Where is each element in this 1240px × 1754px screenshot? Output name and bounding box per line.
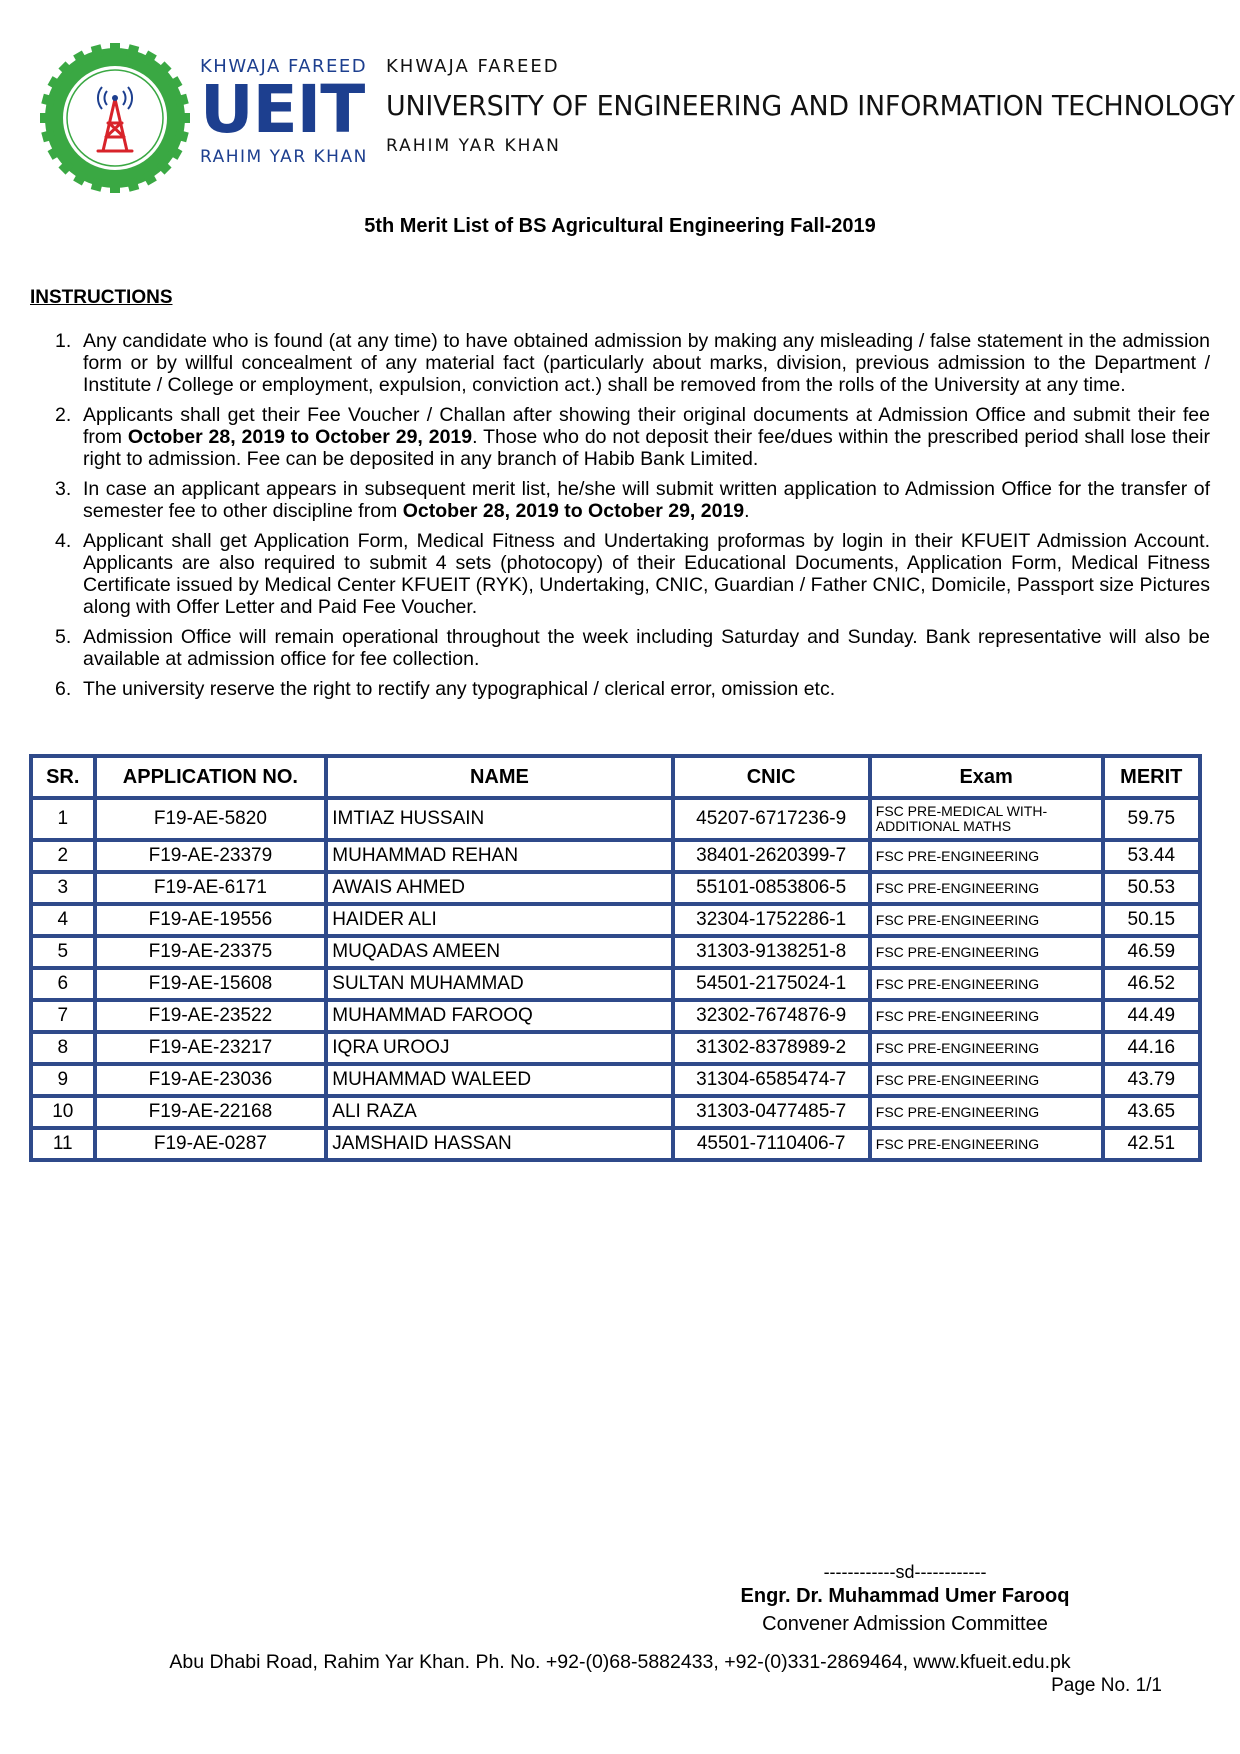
cell-application-no: F19-AE-5820 <box>96 799 326 839</box>
brand-left-acronym: UEIT <box>200 71 365 148</box>
cell-exam: FSC PRE-ENGINEERING <box>871 1065 1102 1095</box>
instruction-text: In case an applicant appears in subsequent merit list, he/she will submit written application to Admission Office for the transfer of semester fee to other discipline from <box>83 478 1210 522</box>
cell-application-no: F19-AE-23379 <box>96 841 326 871</box>
cell-sr: 11 <box>32 1129 94 1159</box>
cell-name: IMTIAZ HUSSAIN <box>327 799 671 839</box>
cell-exam: FSC PRE-MEDICAL WITH-ADDITIONAL MATHS <box>871 799 1102 839</box>
brand-left-city: RAHIM YAR KHAN <box>200 147 368 167</box>
cell-name: IQRA UROOJ <box>327 1033 671 1063</box>
cell-sr: 3 <box>32 873 94 903</box>
instruction-item <box>55 530 1210 618</box>
cell-merit: 43.65 <box>1104 1097 1199 1127</box>
cell-exam: FSC PRE-ENGINEERING <box>871 1129 1102 1159</box>
cell-exam: FSC PRE-ENGINEERING <box>871 873 1102 903</box>
brand-left-top: KHWAJA FAREED <box>200 56 368 77</box>
cell-application-no: F19-AE-6171 <box>96 873 326 903</box>
signatory-name: Engr. Dr. Muhammad Umer Farooq <box>740 1585 1070 1607</box>
cell-cnic: 31302-8378989-2 <box>674 1033 869 1063</box>
cell-application-no: F19-AE-0287 <box>96 1129 326 1159</box>
header-cnic: CNIC <box>674 757 869 797</box>
instruction-dates: October 28, 2019 to October 29, 2019 <box>402 500 745 522</box>
instruction-item <box>55 678 1210 700</box>
merit-list-table <box>29 754 1202 1162</box>
instruction-item <box>55 404 1210 470</box>
cell-sr: 8 <box>32 1033 94 1063</box>
instruction-number: 4. <box>55 530 72 552</box>
cell-exam: FSC PRE-ENGINEERING <box>871 969 1102 999</box>
cell-sr: 6 <box>32 969 94 999</box>
cell-sr: 1 <box>32 799 94 839</box>
cell-merit: 53.44 <box>1104 841 1199 871</box>
table-row <box>32 1129 1199 1159</box>
cell-merit: 44.16 <box>1104 1033 1199 1063</box>
instruction-item <box>55 478 1210 522</box>
header-application-no: APPLICATION NO. <box>96 757 326 797</box>
instruction-dates: October 28, 2019 to October 29, 2019 <box>127 426 473 448</box>
cell-cnic: 45207-6717236-9 <box>674 799 869 839</box>
cell-sr: 4 <box>32 905 94 935</box>
table-row <box>32 937 1199 967</box>
document-title: 5th Merit List of BS Agricultural Engineering Fall-2019 <box>364 215 876 237</box>
cell-cnic: 31303-0477485-7 <box>674 1097 869 1127</box>
cell-application-no: F19-AE-23217 <box>96 1033 326 1063</box>
brand-right-city: RAHIM YAR KHAN <box>386 136 561 156</box>
cell-merit: 43.79 <box>1104 1065 1199 1095</box>
instruction-text: The university reserve the right to rectify any typographical / clerical error, omission etc. <box>83 678 836 700</box>
table-row <box>32 799 1199 839</box>
table-header-row <box>32 757 1199 797</box>
cell-name: MUHAMMAD REHAN <box>327 841 671 871</box>
instruction-text: Any candidate who is found (at any time) to have obtained admission by making any misleading / false statement in the admission form or by willful concealment of any material fact (particularly about marks, division, previous admission to the Department / Institute / College or employment, expulsion, conviction act.) shall be removed from the rolls of the University at any time. <box>83 330 1210 396</box>
cell-cnic: 32304-1752286-1 <box>674 905 869 935</box>
brand-left <box>200 56 370 167</box>
cell-name: AWAIS AHMED <box>327 873 671 903</box>
cell-merit: 46.59 <box>1104 937 1199 967</box>
cell-merit: 46.52 <box>1104 969 1199 999</box>
cell-name: JAMSHAID HASSAN <box>327 1129 671 1159</box>
cell-name: ALI RAZA <box>327 1097 671 1127</box>
cell-merit: 44.49 <box>1104 1001 1199 1031</box>
instruction-number: 2. <box>55 404 72 426</box>
cell-sr: 2 <box>32 841 94 871</box>
university-logo <box>40 43 190 193</box>
cell-cnic: 45501-7110406-7 <box>674 1129 869 1159</box>
instruction-text: Admission Office will remain operational throughout the week including Saturday and Sunday. Bank representative will also be available at admission office for fee collection. <box>83 626 1210 670</box>
table-row <box>32 1097 1199 1127</box>
signature-mark: ------------sd------------ <box>823 1562 987 1582</box>
table-row <box>32 969 1199 999</box>
header-merit: MERIT <box>1104 757 1199 797</box>
cell-exam: FSC PRE-ENGINEERING <box>871 841 1102 871</box>
cell-merit: 42.51 <box>1104 1129 1199 1159</box>
header-name: NAME <box>327 757 671 797</box>
cell-cnic: 38401-2620399-7 <box>674 841 869 871</box>
university-name: UNIVERSITY OF ENGINEERING AND INFORMATION TECHNOLOGY <box>386 89 1235 122</box>
cell-name: SULTAN MUHAMMAD <box>327 969 671 999</box>
cell-name: HAIDER ALI <box>327 905 671 935</box>
cell-sr: 10 <box>32 1097 94 1127</box>
instruction-number: 5. <box>55 626 72 648</box>
instruction-number: 6. <box>55 678 72 700</box>
cell-application-no: F19-AE-23522 <box>96 1001 326 1031</box>
page-number: Page No. 1/1 <box>1051 1675 1162 1696</box>
cell-application-no: F19-AE-22168 <box>96 1097 326 1127</box>
cell-sr: 7 <box>32 1001 94 1031</box>
cell-cnic: 32302-7674876-9 <box>674 1001 869 1031</box>
instructions-heading: INSTRUCTIONS <box>30 287 173 308</box>
header-sr: SR. <box>32 757 94 797</box>
table-row <box>32 1001 1199 1031</box>
footer-address: Abu Dhabi Road, Rahim Yar Khan. Ph. No. +92-(0)68-5882433, +92-(0)331-2869464, www.kfueit.edu.pk <box>169 1651 1071 1673</box>
instruction-text: . <box>744 500 750 522</box>
cell-exam: FSC PRE-ENGINEERING <box>871 1097 1102 1127</box>
cell-cnic: 54501-2175024-1 <box>674 969 869 999</box>
table-row <box>32 905 1199 935</box>
instructions-list <box>55 330 1210 708</box>
table-row <box>32 1033 1199 1063</box>
cell-merit: 59.75 <box>1104 799 1199 839</box>
table-row <box>32 841 1199 871</box>
signatory-role: Convener Admission Committee <box>762 1613 1048 1635</box>
table-body <box>32 799 1199 1159</box>
cell-exam: FSC PRE-ENGINEERING <box>871 937 1102 967</box>
cell-application-no: F19-AE-23375 <box>96 937 326 967</box>
cell-application-no: F19-AE-19556 <box>96 905 326 935</box>
cell-sr: 9 <box>32 1065 94 1095</box>
table-row <box>32 873 1199 903</box>
cell-merit: 50.53 <box>1104 873 1199 903</box>
cell-name: MUQADAS AMEEN <box>327 937 671 967</box>
cell-name: MUHAMMAD FAROOQ <box>327 1001 671 1031</box>
cell-sr: 5 <box>32 937 94 967</box>
brand-right <box>386 56 1235 156</box>
cell-exam: FSC PRE-ENGINEERING <box>871 1033 1102 1063</box>
cell-cnic: 55101-0853806-5 <box>674 873 869 903</box>
cell-merit: 50.15 <box>1104 905 1199 935</box>
instruction-item <box>55 626 1210 670</box>
brand-right-top: KHWAJA FAREED <box>386 56 560 77</box>
instruction-text: . Those who do not deposit their fee/dues within the prescribed period shall lose their right to admission. Fee can be deposited in any branch of Habib Bank Limited. <box>83 426 1211 470</box>
header-exam: Exam <box>871 757 1102 797</box>
cell-name: MUHAMMAD WALEED <box>327 1065 671 1095</box>
instruction-text: Applicant shall get Application Form, Medical Fitness and Undertaking proformas by login in their KFUEIT Admission Account. Applicants are also required to submit 4 sets (photocopy) of their Educational Documents, Application Form, Medical Fitness Certificate issued by Medical Center KFUEIT (RYK), Undertaking, CNIC, Guardian / Father CNIC, Domicile, Passport size Pictures along with Offer Letter and Paid Fee Voucher. <box>83 530 1210 618</box>
cell-cnic: 31303-9138251-8 <box>674 937 869 967</box>
cell-application-no: F19-AE-23036 <box>96 1065 326 1095</box>
cell-exam: FSC PRE-ENGINEERING <box>871 905 1102 935</box>
instruction-text: Applicants shall get their Fee Voucher / Challan after showing their original documents at Admission Office and submit their fee from <box>83 404 1210 448</box>
table-row <box>32 1065 1199 1095</box>
cell-application-no: F19-AE-15608 <box>96 969 326 999</box>
cell-cnic: 31304-6585474-7 <box>674 1065 869 1095</box>
instruction-item <box>55 330 1210 396</box>
instruction-number: 1. <box>55 330 72 352</box>
cell-exam: FSC PRE-ENGINEERING <box>871 1001 1102 1031</box>
instruction-number: 3. <box>55 478 72 500</box>
